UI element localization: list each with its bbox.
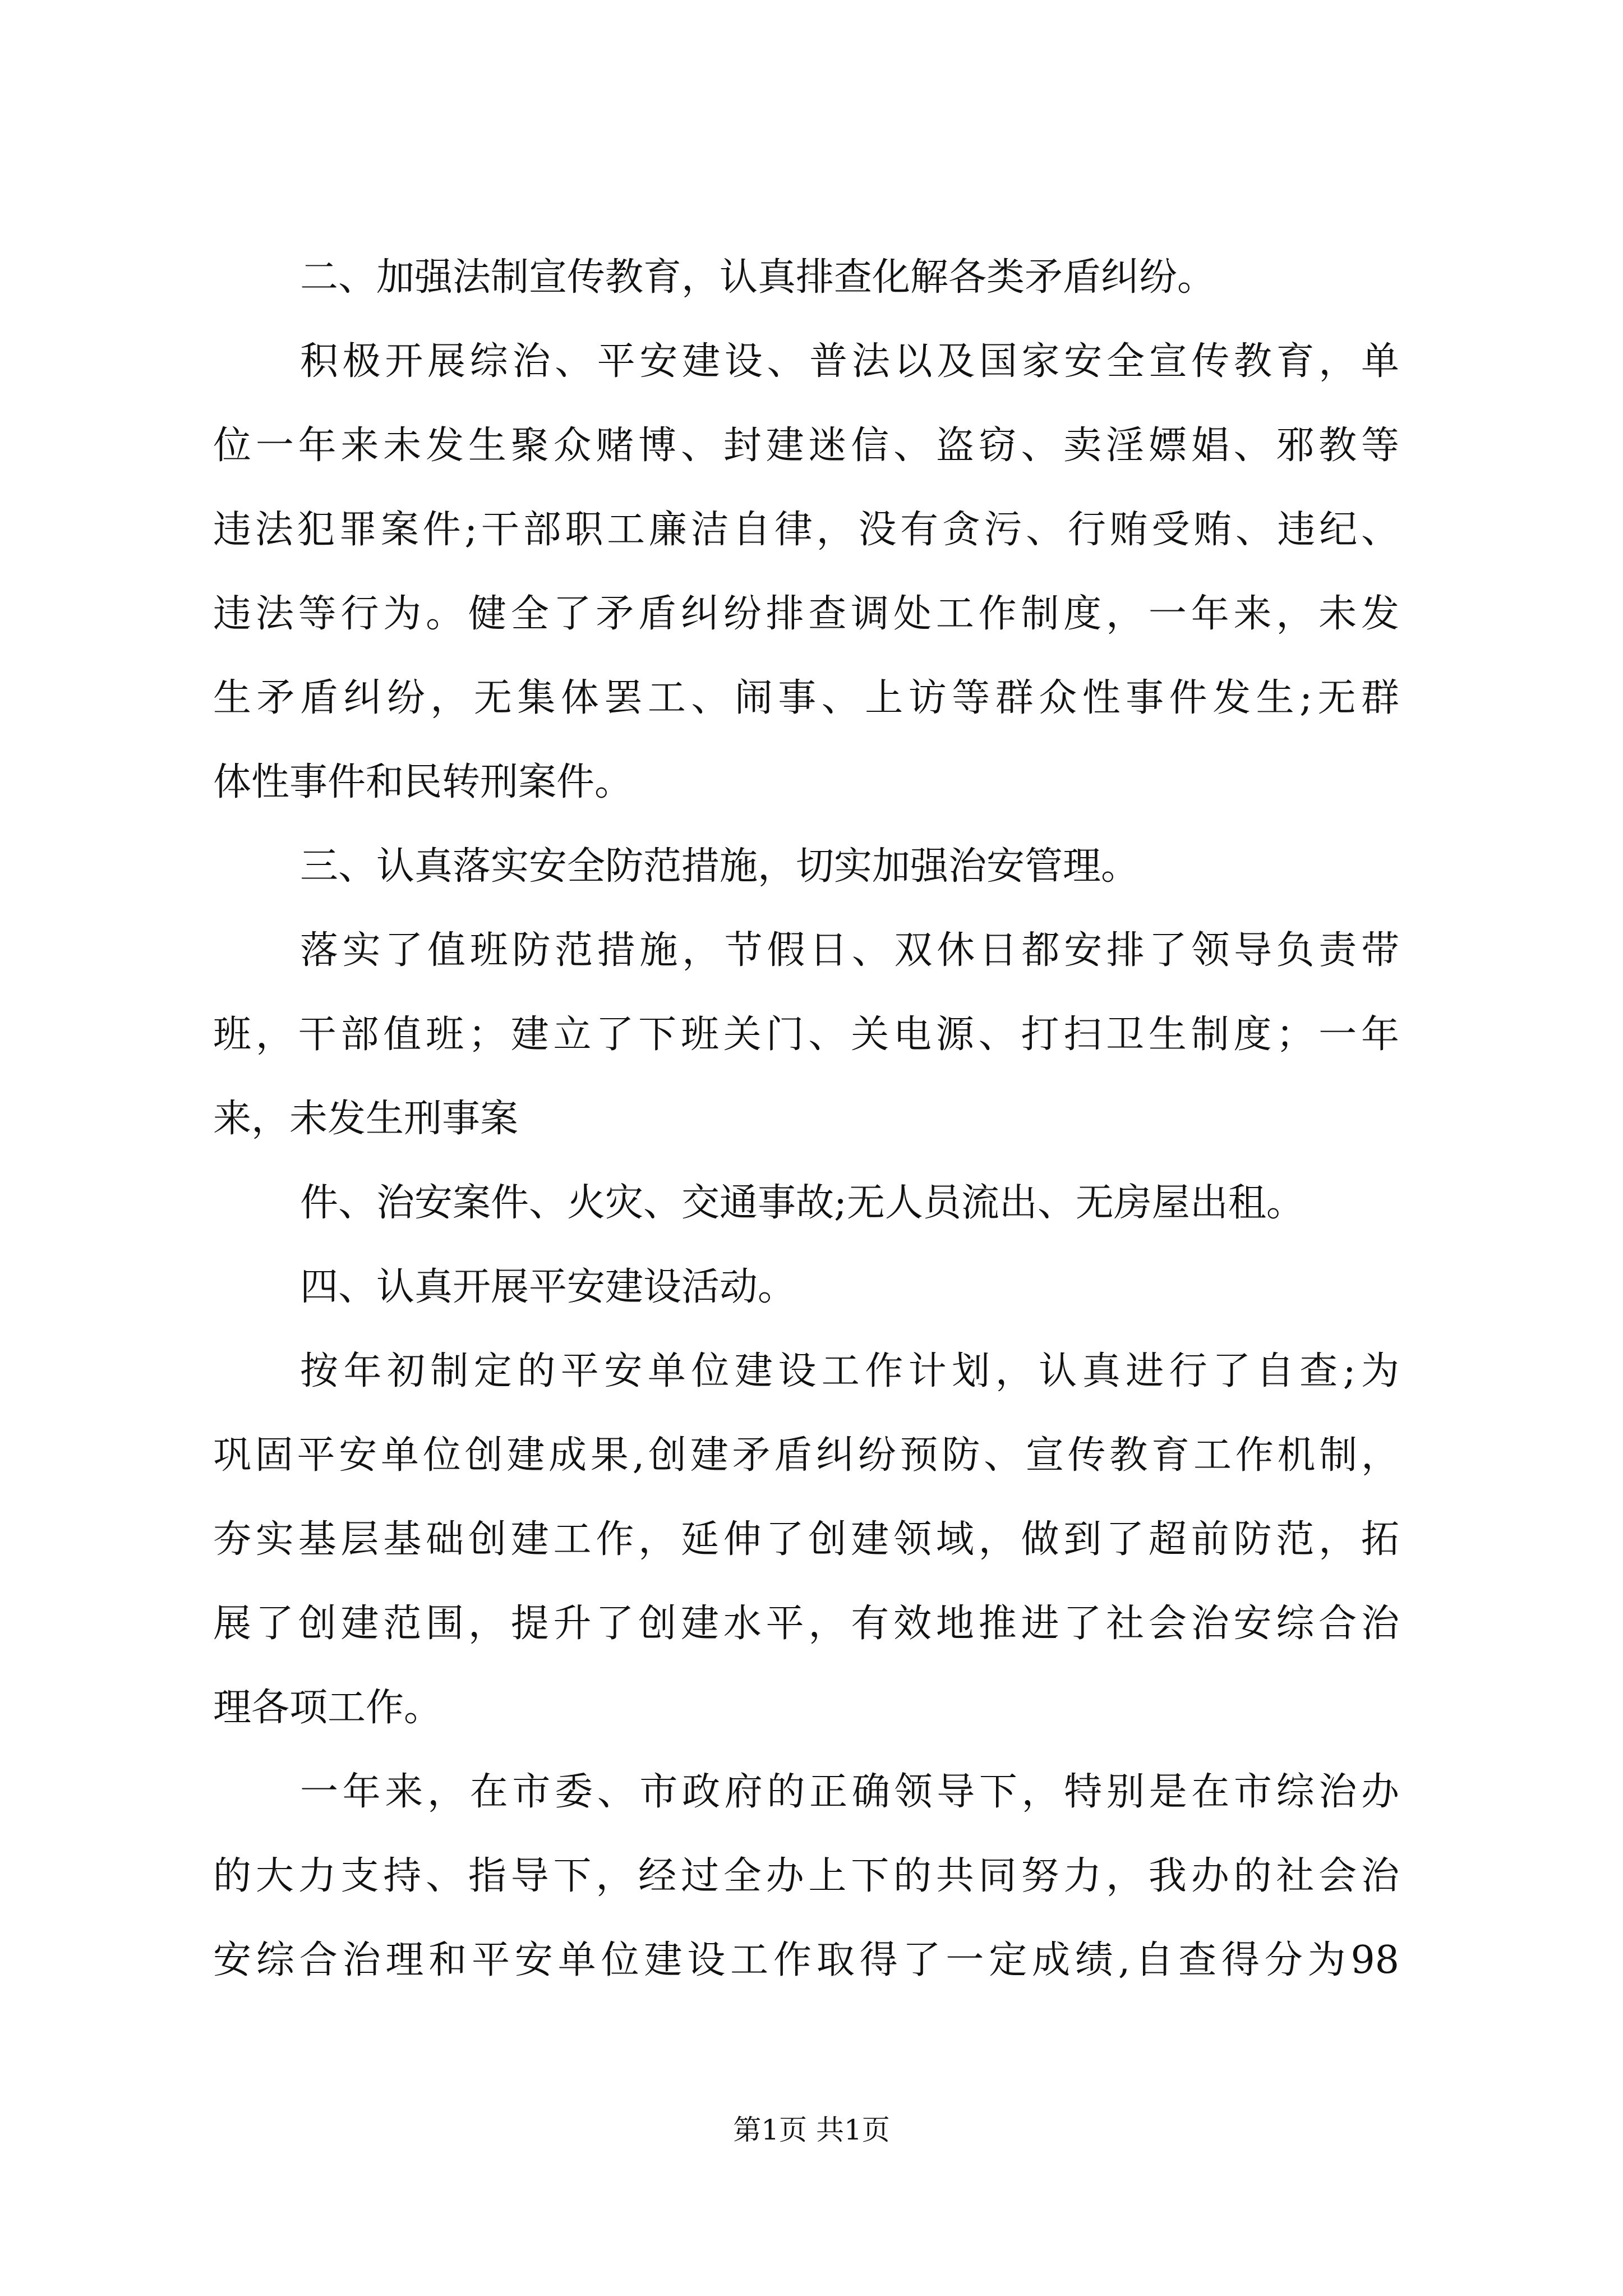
page-footer: 第1页 共1页 (733, 2114, 890, 2146)
paragraph-line: 安综合治理和平安单位建设工作取得了一定成绩,自查得分为98 (213, 1938, 1399, 1982)
paragraph-line: 按年初制定的平安单位建设工作计划，认真进行了自查;为 (300, 1349, 1399, 1393)
paragraph-line: 件、治安案件、火灾、交通事故;无人员流出、无房屋出租。 (300, 1181, 1304, 1225)
section-heading-2: 二、加强法制宣传教育，认真排查化解各类矛盾纠纷。 (300, 255, 1216, 300)
paragraph-line: 夯实基层基础创建工作，延伸了创建领域，做到了超前防范，拓 (213, 1517, 1399, 1562)
paragraph-line: 来，未发生刑事案 (213, 1097, 519, 1141)
paragraph-line: 展了创建范围，提升了创建水平，有效地推进了社会治安综合治 (213, 1602, 1399, 1646)
paragraph-line: 巩固平安单位创建成果,创建矛盾纠纷预防、宣传教育工作机制， (213, 1433, 1399, 1478)
section-heading-3: 三、认真落实安全防范措施，切实加强治安管理。 (300, 844, 1140, 889)
paragraph-line: 生矛盾纠纷，无集体罢工、闹事、上访等群众性事件发生;无群 (213, 676, 1399, 720)
paragraph-line: 一年来，在市委、市政府的正确领导下，特别是在市综治办 (300, 1770, 1399, 1814)
paragraph-line: 违法等行为。健全了矛盾纠纷排查调处工作制度，一年来，未发 (213, 592, 1399, 636)
section-heading-4: 四、认真开展平安建设活动。 (300, 1265, 796, 1309)
paragraph-line: 积极开展综治、平安建设、普法以及国家安全宣传教育，单 (300, 339, 1399, 384)
paragraph-line: 体性事件和民转刑案件。 (213, 760, 633, 804)
paragraph-line: 班，干部值班；建立了下班关门、关电源、打扫卫生制度；一年 (213, 1013, 1399, 1057)
paragraph-line: 的大力支持、指导下，经过全办上下的共同努力，我办的社会治 (213, 1854, 1399, 1898)
paragraph-line: 落实了值班防范措施，节假日、双休日都安排了领导负责带 (300, 928, 1399, 973)
paragraph-line: 位一年来未发生聚众赌博、封建迷信、盗窃、卖淫嫖娼、邪教等 (213, 424, 1399, 468)
paragraph-line: 违法犯罪案件;干部职工廉洁自律，没有贪污、行贿受贿、违纪、 (213, 508, 1399, 552)
paragraph-line: 理各项工作。 (213, 1686, 442, 1730)
